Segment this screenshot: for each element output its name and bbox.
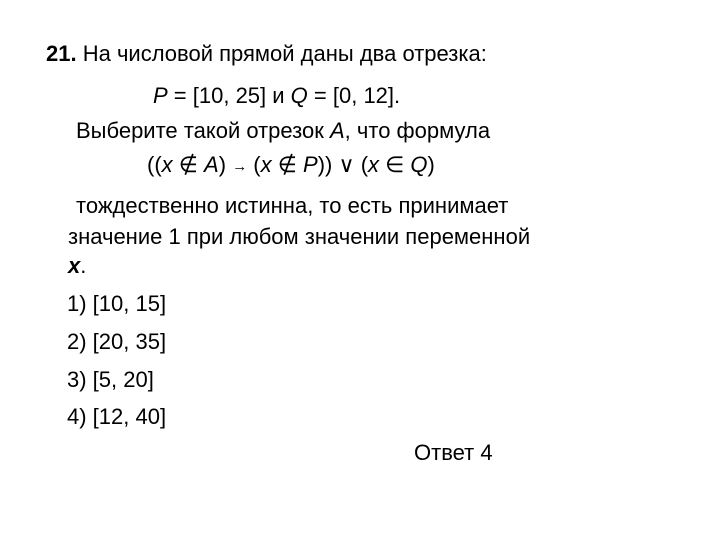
formula-var-x: x bbox=[161, 152, 173, 177]
formula-var-x: x bbox=[260, 152, 272, 177]
option-1: 1) [10, 15] bbox=[67, 291, 167, 316]
option-3: 3) [5, 20] bbox=[67, 367, 154, 392]
segments-definition bbox=[153, 83, 400, 109]
formula-in-symbol: ∈ bbox=[379, 152, 411, 177]
question-tail: , что формула bbox=[344, 118, 491, 143]
segment-p-value: = [10, 25] и bbox=[167, 83, 291, 108]
option-4: 4) [12, 40] bbox=[67, 404, 167, 429]
segment-p-name: P bbox=[153, 83, 168, 108]
formula-or-symbol: )) ∨ ( bbox=[317, 152, 369, 177]
segment-q-value: = [0, 12]. bbox=[307, 83, 401, 108]
problem-intro: На числовой прямой даны два отрезка: bbox=[82, 41, 487, 66]
variable-x: x bbox=[68, 253, 81, 278]
formula-close-paren: ) bbox=[427, 152, 435, 177]
formula-implies-symbol: → bbox=[232, 158, 248, 175]
formula-var-q: Q bbox=[410, 152, 428, 177]
problem-number: 21. bbox=[46, 41, 77, 66]
question-text: Выберите такой отрезок bbox=[76, 118, 330, 143]
formula-var-p: P bbox=[303, 152, 318, 177]
formula-var-x: x bbox=[368, 152, 380, 177]
formula bbox=[147, 152, 435, 181]
problem-intro-line bbox=[46, 41, 487, 67]
formula-close-paren: ) bbox=[218, 152, 233, 177]
formula-open-paren: (( bbox=[147, 152, 162, 177]
formula-open-paren: ( bbox=[247, 152, 261, 177]
segment-a-name: A bbox=[329, 118, 345, 143]
formula-var-a: A bbox=[204, 152, 219, 177]
condition-line-2: значение 1 при любом значении переменной bbox=[68, 224, 531, 249]
answer: Ответ 4 bbox=[414, 440, 493, 465]
formula-notin-symbol: ∉ bbox=[271, 152, 304, 177]
segment-q-name: Q bbox=[290, 83, 308, 108]
variable-line bbox=[68, 253, 86, 279]
formula-notin-symbol: ∉ bbox=[172, 152, 205, 177]
option-2: 2) [20, 35] bbox=[67, 329, 167, 354]
question-line bbox=[76, 118, 490, 144]
period: . bbox=[80, 253, 87, 278]
condition-line-1: тождественно истинна, то есть принимает bbox=[76, 193, 509, 218]
